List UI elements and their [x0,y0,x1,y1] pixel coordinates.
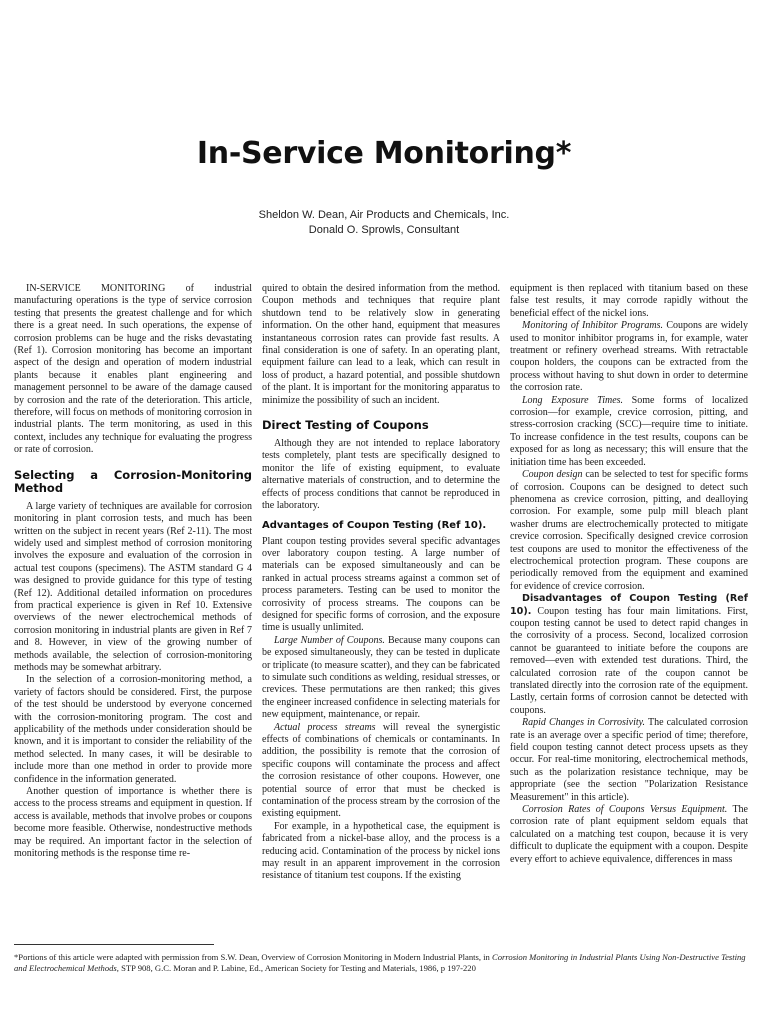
paragraph: A large variety of techniques are available for corrosion monitoring in plant corrosion tests, and much has been written on the subject in recent years (Ref 2-11). The most widely used and simplest method of corrosion monitoring involves the exposure and evaluation of the corrosion in actual test coupons (specimens). The ASTM standard G 4 was designed to provide guidance for this type of testing (Ref 12). Additional detailed information on procedures from practical experience is given in Ref 10. Extensive overviews of the newer electrochemical methods of corrosion monitoring in industrial plants are given in Ref 7 and 8. However, in view of the growing number of methods available, the selection of corrosion-monitoring methods may be somewhat arbitrary. [14,500,252,673]
paragraph-body: can be selected to test for specific forms of corrosion. Coupons can be designed to detect such phenomena as crevice corrosion, pitting, and dealloying corrosion. For example, some pulp mill bleach plant washer drums are electrochemically protected to mitigate crevice corrosion. Specifically designed crevice corrosion test coupons are used to monitor the effectiveness of the electrochemical protection program. These coupons are periodically removed from the equipment and examined for evidence of crevice corrosion. [510,469,748,592]
paragraph: equipment is then replaced with titanium based on these false test results, it may corrode rapidly without the beneficial effect of the nickel ions. [510,283,748,319]
paragraph-body: The corrosion rate of plant equipment seldom equals that calculated on a matching test coupon, because it is very difficult to duplicate the equipment with a coupon. Despite every effort to achieve equivalence, differences in mass [510,804,748,865]
run-in-heading: Rapid Changes in Corrosivity. [522,717,646,729]
footnote-source-title: Corrosion Monitoring in Industrial Plants Using Non-Destructive Testing and Electrochemical Methods [14,952,746,973]
paragraph-body: will reveal the synergistic effects of combinations of chemicals or contaminants. In addition, the possibility is remote that the corrosion of specific coupons will contaminate the process and affect the corrosion resistance of other coupons. However, one potential source of error that must be checked is contamination of the process stream by the corrosion of the existing equipment. [262,721,501,820]
paragraph: Plant coupon testing provides several specific advantages over laboratory coupon testing. A large number of materials can be exposed simultaneously and can be ranked in actual process streams against a common set of process parameters. Testing can be used to monitor the corrosivity of process streams. The coupons can be designed for specific forms of corrosion, and the exposure time is usually unlimited. [262,535,500,634]
paragraph [510,717,748,804]
paragraph-body: Coupons are widely used to monitor inhibitor programs in, for example, water treatment or refinery overhead streams. With retractable coupon holders, the coupons can be extracted from the process without having to shut down in order to determine the corrosion rate. [510,320,748,394]
author-block [0,208,768,238]
paragraph: For example, in a hypothetical case, the equipment is fabricated from a nickel-base alloy, and the process is a reducing acid. Contamination of the process by nickel ions may result in an apparent improvement in the corrosion resistance of titanium test coupons. If the existing [262,820,500,882]
paragraph: quired to obtain the desired information from the method. Coupon methods and techniques that require plant shutdown tend to be relatively slow in generating information. On the other hand, equipment that measures instantaneous corrosion rates can provide fast results. A final consideration is one of safety. In an operating plant, equipment failure can lead to a leak, which can result in loss of product, a hazard potential, and possible shutdown of the plant. It is important for the monitoring apparatus to minimize the possibility of such an incident. [262,283,500,406]
run-in-heading: Coupon design [522,469,583,481]
paragraph [262,722,500,821]
author-line-2: Donald O. Sprowls, Consultant [308,224,460,236]
subheading-disadvantages: Disadvantages of Coupon Testing (Ref 10). [510,593,748,617]
text-column-2 [262,283,500,883]
author-line-1: Sheldon W. Dean, Air Products and Chemicals, Inc. [258,209,510,221]
section-heading-selecting: Selecting a Corrosion-Monitoring Method [14,467,252,495]
paragraph [510,320,748,394]
run-in-heading: Actual process streams [274,721,376,733]
paragraph [510,804,748,866]
paragraph [510,469,748,593]
run-in-heading: Monitoring of Inhibitor Programs. [522,320,664,332]
paragraph: Another question of importance is whether there is access to the process streams and equipment in question. If access is available, methods that involve probes or coupons become more feasible. Otherwise, nondestructive methods may be required. An important factor in the selection of monitoring methods is the response time re- [14,786,252,860]
footnote-text: , STP 908, G.C. Moran and P. Labine, Ed., American Society for Testing and Materials, 1986, p 197-220 [116,963,476,973]
section-heading-direct-testing: Direct Testing of Coupons [262,418,429,433]
paragraph-body: Because many coupons can be exposed simultaneously, they can be tested in duplicate or triplicate (to measure scatter), and they can be fabricated to simulate such conditions as welding, residual stresses, or crevices. These permutations are then ranked; this gives the engineer increased confidence in selecting materials for new equipment, maintenance, or repair. [262,634,500,721]
paragraph: In the selection of a corrosion-monitoring method, a variety of factors should be considered. First, the purpose of the test should be understood by everyone concerned with the corrosion-monitoring program. The cost and applicability of the methods under consideration should be known, and it is important to consider the reliability of the method selected. In many cases, it will be desirable to include more than one method in order to provide more confidence in the information generated. [14,674,252,785]
paragraph-body: Some forms of localized corrosion—for example, crevice corrosion, pitting, and stress-corrosion cracking (SCC)—require time to initiate. To increase confidence in the test results, coupons can be exposed for as long as necessary; this will ensure that the initiation time has been exceeded. [510,394,748,468]
intro-paragraph: IN-SERVICE MONITORING of industrial manufacturing operations is the type of service corrosion testing that presents the greatest challenge and for which there is a great need. In such operations, the expense of corrosion problems can be huge and the risks devastating (Ref 1). Corrosion monitoring has become an important aspect of the design and operation of modern industrial plants because it enables plant engineering and management personnel to be aware of the damage caused by corrosion and the rate of the deterioration. This article, therefore, will focus on methods of monitoring corrosion in industrial plants. The term monitoring, as used in this context, includes any technique for evaluating the progress or rate of corrosion. [14,283,253,456]
paragraph-body: The calculated corrosion rate is an average over a specific period of time; therefore, field coupon testing cannot detect process upsets as they occur. For real-time monitoring, electrochemical methods, such as the polarization resistance technique, may be appropriate (see the section "Polarization Resistance Measurement" in this article). [510,717,748,803]
paragraph [510,593,748,717]
paragraph-body: Coupon testing has four main limitations. First, coupon testing cannot be used to detect rapid changes in the corrosivity of a process. Second, localized corrosion cannot be guaranteed to initiate before the coupons are removed—even with extended test durations. Third, the calculated corrosion rate of the coupon cannot be translated directly into the corrosion rate of the equipment. Lastly, certain forms of corrosion cannot be detected with coupons. [510,605,748,716]
article-title: In-Service Monitoring* [196,136,572,171]
run-in-heading: Large Number of Coupons. [274,634,385,646]
footnote-divider [14,944,214,945]
text-column-3 [510,283,748,866]
subheading-advantages: Advantages of Coupon Testing (Ref 10). [262,519,487,531]
footnote-text: *Portions of this article were adapted with permission from S.W. Dean, Overview of Corrosion Monitoring in Modern Industrial Plants, in [14,952,492,962]
paragraph [262,635,500,722]
footnote [14,952,754,974]
run-in-heading: Long Exposure Times. [522,394,624,406]
run-in-heading: Corrosion Rates of Coupons Versus Equipment. [522,804,728,816]
text-column-1 [14,283,252,860]
paragraph [510,395,748,469]
paragraph: Although they are not intended to replace laboratory tests completely, plant tests are specifically designed to monitor the life of existing equipment, to evaluate alternative materials of construction, and to determine the effects of process conditions that cannot be reproduced in the laboratory. [262,438,500,512]
